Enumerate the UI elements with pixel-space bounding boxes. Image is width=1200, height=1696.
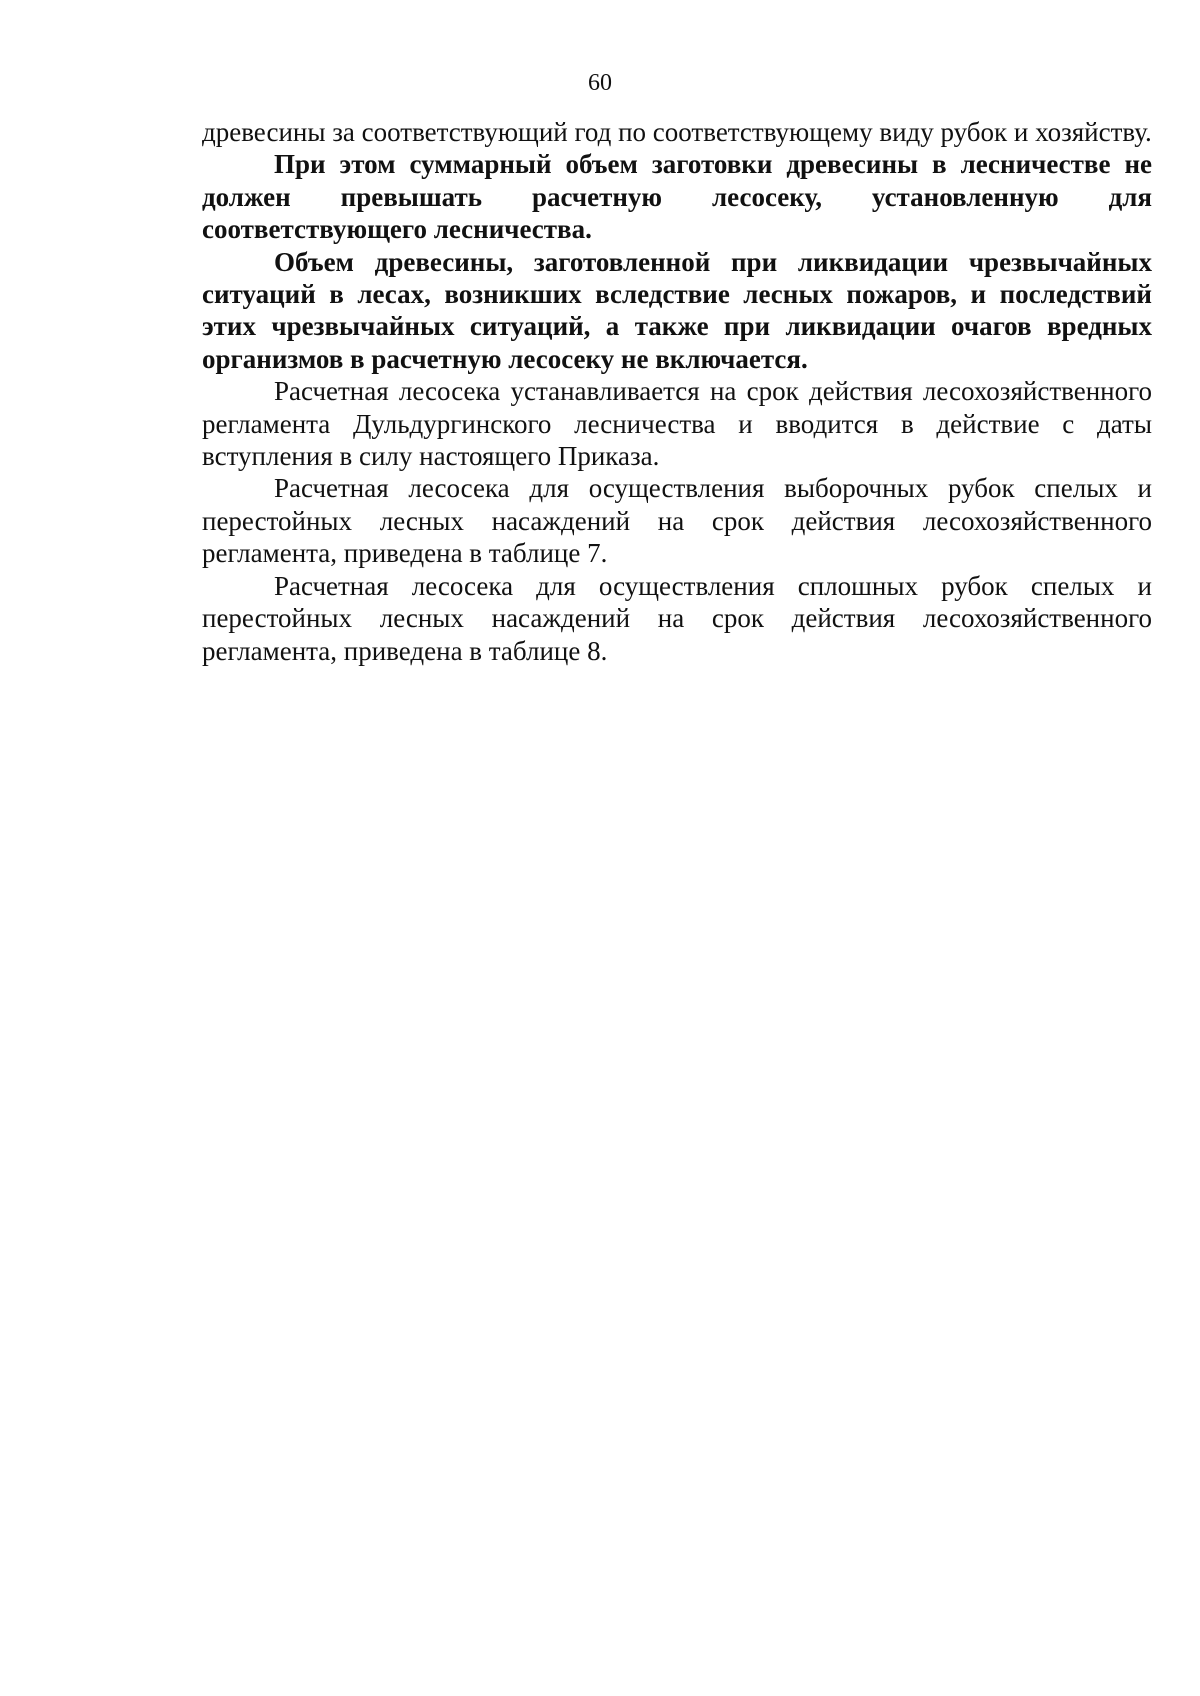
paragraph-clear-felling: Расчетная лесосека для осуществления сплошных рубок спелых и перестойных лесных насаждений на срок действия лесохозяйственного регламента, приведена в таблице 8. — [202, 570, 1152, 666]
paragraph-term: Расчетная лесосека устанавливается на срок действия лесохозяйственного регламента Дульдургинского лесничества и вводится в действие с даты вступления в силу настоящего Приказа. — [202, 376, 1152, 472]
paragraph-emergency-volume: Объем древесины, заготовленной при ликвидации чрезвычайных ситуаций в лесах, возникших вследствие лесных пожаров, и последствий этих чрезвычайных ситуаций, а также при ликвидации очагов вредных организмов в расчетную лесосеку не включается. — [202, 246, 1152, 374]
paragraph-total-volume: При этом суммарный объем заготовки древесины в лесничестве не должен превышать расчетную лесосеку, установленную для соответствующего лесничества. — [202, 149, 1152, 245]
paragraph-continuation: древесины за соответствующий год по соответствующему виду рубок и хозяйству. — [202, 117, 1152, 147]
document-body — [202, 116, 1152, 667]
paragraph-selective-felling: Расчетная лесосека для осуществления выборочных рубок спелых и перестойных лесных насаждений на срок действия лесохозяйственного регламента, приведена в таблице 7. — [202, 473, 1152, 569]
page-number: 60 — [588, 70, 612, 96]
